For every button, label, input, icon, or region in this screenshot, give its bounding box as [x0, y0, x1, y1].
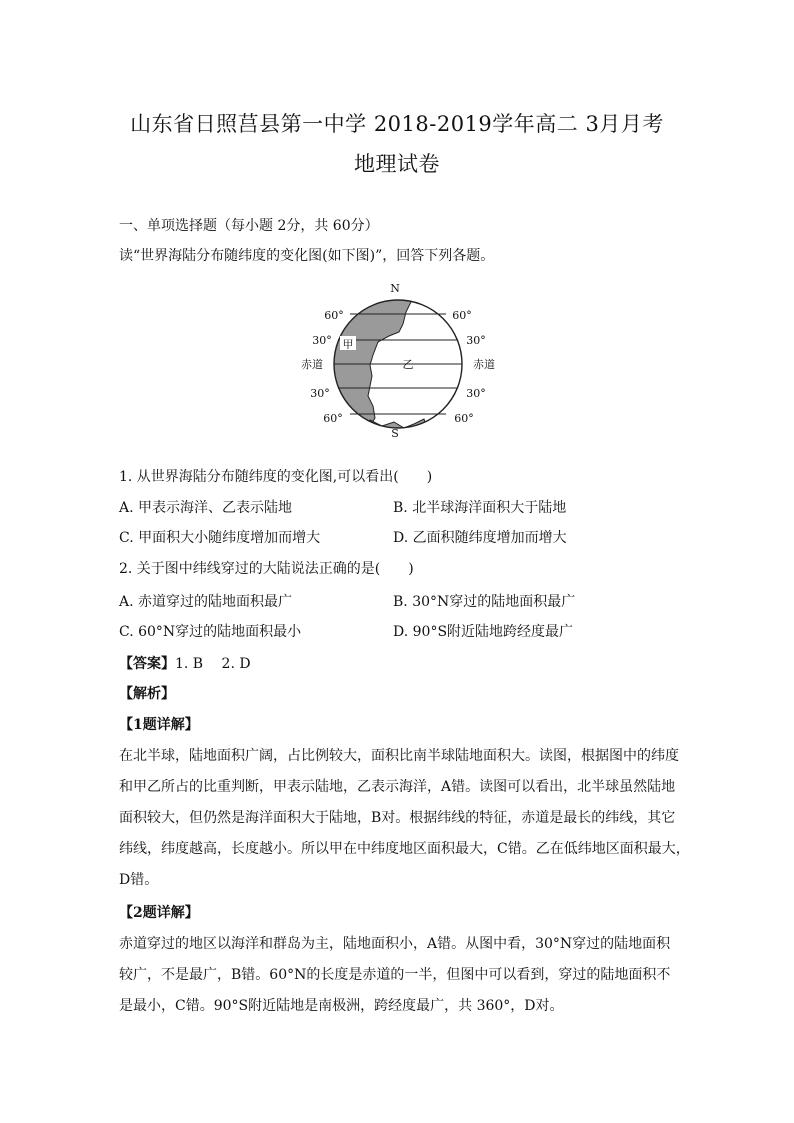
- lat-label-60n-left: 60°: [324, 309, 344, 322]
- q2-option-c: C. 60°N穿过的陆地面积最小: [119, 624, 302, 640]
- detail-2-line: 是最小，C错。90°S附近陆地是南极洲，跨经度最广，共 360°，D对。: [119, 998, 564, 1014]
- q1-stem: 1. 从世界海陆分布随纬度的变化图,可以看出( ): [119, 469, 433, 485]
- detail-2-label: 【2题详解】: [119, 905, 199, 921]
- lat-label-30n-right: 30°: [466, 334, 486, 347]
- q2-option-b: B. 30°N穿过的陆地面积最广: [393, 594, 576, 610]
- detail-1-label: 【1题详解】: [119, 717, 199, 733]
- detail-1-line: 面积较大，但仍然是海洋面积大于陆地，B对。根据纬线的特征，赤道是最长的纬线，其它: [119, 810, 676, 826]
- lat-label-60s-left: 60°: [323, 412, 343, 425]
- page-title: 山东省日照莒县第一中学 2018-2019学年高二 3月月考: [130, 112, 664, 136]
- detail-2-line: 较广，不是最广，B错。60°N的长度是赤道的一半，但图中可以看到，穿过的陆地面积不: [119, 967, 671, 983]
- area-label-jia: 甲: [342, 338, 354, 351]
- detail-2-line: 赤道穿过的地区以海洋和群岛为主，陆地面积小，A错。从图中看，30°N穿过的陆地面积: [119, 936, 671, 952]
- detail-1-line: 和甲乙所占的比重判断，甲表示陆地，乙表示海洋，A错。读图可以看出，北半球虽然陆地: [119, 779, 676, 795]
- lat-label-30n-left: 30°: [312, 334, 332, 347]
- north-label: N: [390, 282, 400, 295]
- q1-option-d: D. 乙面积随纬度增加而增大: [393, 530, 567, 546]
- q1-option-b: B. 北半球海洋面积大于陆地: [393, 500, 567, 516]
- q1-option-a: A. 甲表示海洋、乙表示陆地: [119, 500, 293, 516]
- south-label: S: [391, 427, 399, 440]
- area-label-yi: 乙: [402, 358, 414, 371]
- section-heading: 一、单项选择题（每小题 2分，共 60分）: [119, 218, 379, 234]
- lat-label-30s-right: 30°: [466, 387, 486, 400]
- answer-values: 1. B 2. D: [175, 656, 251, 672]
- equator-label-right: 赤道: [473, 358, 495, 371]
- lat-label-30s-left: 30°: [310, 387, 330, 400]
- detail-1-line: 纬线，纬度越高，长度越小。所以甲在中纬度地区面积最大，C错。乙在低纬地区面积最大，: [119, 841, 690, 857]
- lat-label-60n-right: 60°: [452, 309, 472, 322]
- figure-intro: 读“世界海陆分布随纬度的变化图(如下图)”，回答下列各题。: [119, 248, 495, 264]
- land-sea-latitude-figure: [290, 280, 510, 440]
- lat-label-60s-right: 60°: [454, 412, 474, 425]
- q2-option-d: D. 90°S附近陆地跨经度最广: [393, 624, 574, 640]
- detail-1-line: D错。: [119, 872, 159, 888]
- q2-stem: 2. 关于图中纬线穿过的大陆说法正确的是( ): [119, 561, 414, 577]
- q1-option-c: C. 甲面积大小随纬度增加而增大: [119, 530, 321, 546]
- analysis-label: 【解析】: [119, 686, 175, 702]
- page-subtitle: 地理试卷: [354, 152, 440, 176]
- answer-label: 【答案】: [119, 656, 175, 672]
- equator-label-left: 赤道: [301, 358, 323, 371]
- q2-option-a: A. 赤道穿过的陆地面积最广: [119, 594, 293, 610]
- answer-line: [119, 654, 251, 674]
- detail-1-line: 在北半球，陆地面积广阔，占比例较大，面积比南半球陆地面积大。读图，根据图中的纬度: [119, 748, 679, 764]
